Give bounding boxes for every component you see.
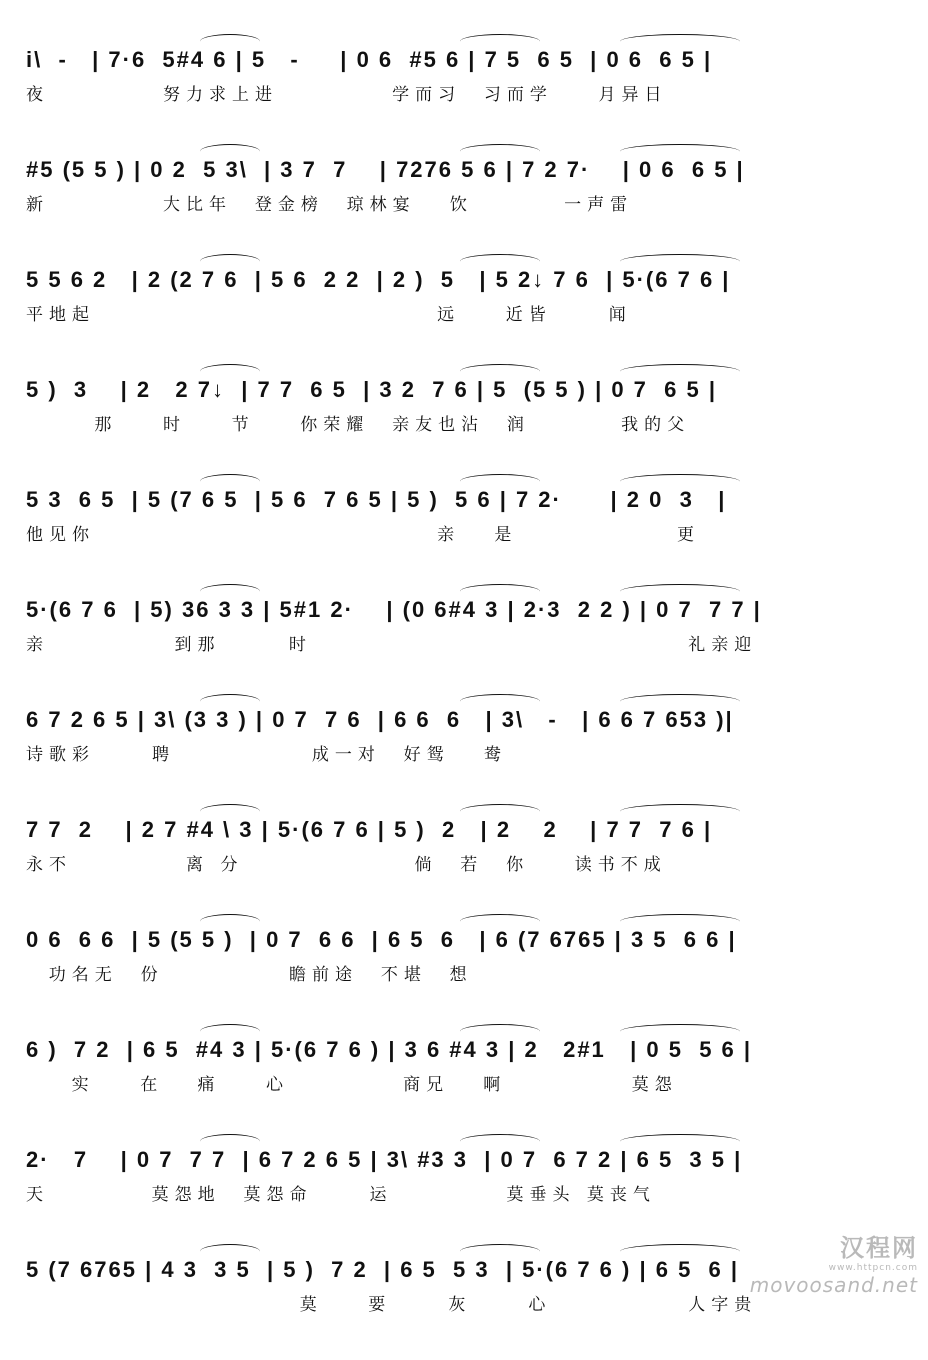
lyrics-line: 他见你 亲 是 更 bbox=[26, 525, 700, 545]
notation-line: 5 (7 6765 | 4 3 3 5 | 5 ) 7 2 | 6 5 5 3 | 5·(6 7 6 ) | 6 5 6 | bbox=[26, 1257, 740, 1282]
watermark-brand: 汉程网 bbox=[840, 1234, 918, 1262]
score-system bbox=[0, 150, 928, 260]
lyrics-line: 平地起 远 近皆 闻 bbox=[26, 305, 632, 325]
notation-line: i\ - | 7·6 5#4 6 | 5 - | 0 6 #5 6 | 7 5 6 5 | 0 6 6 5 | bbox=[26, 47, 713, 72]
slur-mark bbox=[620, 1244, 740, 1259]
slur-mark bbox=[620, 584, 740, 599]
score-system bbox=[0, 920, 928, 1030]
slur-mark bbox=[460, 914, 540, 929]
slur-mark bbox=[460, 364, 540, 379]
notation-line: 0 6 6 6 | 5 (5 5 ) | 0 7 6 6 | 6 5 6 | 6 (7 6765 | 3 5 6 6 | bbox=[26, 927, 737, 952]
lyrics-line: 夜 努力求上进 学而习 习而学 月异日 bbox=[26, 85, 668, 105]
slur-mark bbox=[460, 694, 540, 709]
slur-mark bbox=[620, 1134, 740, 1149]
notation-line: 6 7 2 6 5 | 3\ (3 3 ) | 0 7 7 6 | 6 6 6 | 3\ - | 6 6 7 653 )| bbox=[26, 707, 734, 732]
slur-mark bbox=[200, 1134, 260, 1149]
slur-mark bbox=[460, 1134, 540, 1149]
lyrics-line: 实 在 痛 心 商兄 啊 莫怨 bbox=[26, 1075, 678, 1095]
lyrics-line: 功名无 份 瞻前途 不堪 想 bbox=[26, 965, 473, 985]
lyrics-line: 亲 到那 时 礼亲迎 bbox=[26, 635, 758, 655]
lyrics-line: 新 大比年 登金榜 琼林宴 饮 一声雷 bbox=[26, 195, 634, 215]
lyrics-line: 永不 离 分 倘 若 你 读书不成 bbox=[26, 855, 667, 875]
slur-mark bbox=[620, 364, 740, 379]
lyrics-line: 天 莫怨地 莫怨命 运 莫垂头 莫丧气 bbox=[26, 1185, 656, 1205]
slur-mark bbox=[200, 254, 260, 269]
lyrics-line: 诗歌彩 聘 成一对 好鸳 鸯 bbox=[26, 745, 507, 765]
watermark bbox=[750, 1228, 918, 1297]
slur-mark bbox=[200, 474, 260, 489]
slur-mark bbox=[620, 34, 740, 49]
slur-mark bbox=[620, 254, 740, 269]
notation-line: 5 ) 3 | 2 2 7↓ | 7 7 6 5 | 3 2 7 6 | 5 (5 5 ) | 0 7 6 5 | bbox=[26, 377, 717, 402]
score-system bbox=[0, 700, 928, 810]
slur-mark bbox=[200, 584, 260, 599]
lyrics-line: 莫 要 灰 心 人字贵 bbox=[26, 1295, 758, 1315]
notation-line: 5 3 6 5 | 5 (7 6 5 | 5 6 7 6 5 | 5 ) 5 6 | 7 2· | 2 0 3 | bbox=[26, 487, 727, 512]
slur-mark bbox=[460, 144, 540, 159]
slur-mark bbox=[460, 584, 540, 599]
slur-mark bbox=[460, 34, 540, 49]
score-system bbox=[0, 480, 928, 590]
slur-mark bbox=[460, 1244, 540, 1259]
slur-mark bbox=[200, 694, 260, 709]
slur-mark bbox=[460, 804, 540, 819]
lyrics-line: 那 时 节 你荣耀 亲友也沾 润 我的父 bbox=[26, 415, 691, 435]
slur-mark bbox=[620, 914, 740, 929]
slur-mark bbox=[200, 364, 260, 379]
score-system bbox=[0, 260, 928, 370]
watermark-url: movoosand.net bbox=[749, 1273, 918, 1297]
slur-mark bbox=[200, 1244, 260, 1259]
slur-mark bbox=[200, 914, 260, 929]
score-system bbox=[0, 370, 928, 480]
score-system bbox=[0, 810, 928, 920]
score-system bbox=[0, 40, 928, 150]
watermark-small: www.httpcn.com bbox=[828, 1263, 918, 1273]
slur-mark bbox=[460, 254, 540, 269]
score-system bbox=[0, 590, 928, 700]
notation-line: 5 5 6 2 | 2 (2 7 6 | 5 6 2 2 | 2 ) 5 | 5 2↓ 7 6 | 5·(6 7 6 | bbox=[26, 267, 731, 292]
slur-mark bbox=[620, 144, 740, 159]
slur-mark bbox=[620, 1024, 740, 1039]
slur-mark bbox=[200, 34, 260, 49]
notation-line: 7 7 2 | 2 7 #4 \ 3 | 5·(6 7 6 | 5 ) 2 | 2 2 | 7 7 7 6 | bbox=[26, 817, 713, 842]
notation-line: #5 (5 5 ) | 0 2 5 3\ | 3 7 7 | 7276 5 6 | 7 2 7· | 0 6 6 5 | bbox=[26, 157, 745, 182]
score-system bbox=[0, 1030, 928, 1140]
notation-line: 6 ) 7 2 | 6 5 #4 3 | 5·(6 7 6 ) | 3 6 #4 3 | 2 2#1 | 0 5 5 6 | bbox=[26, 1037, 753, 1062]
notation-line: 5·(6 7 6 | 5) 36 3 3 | 5#1 2· | (0 6#4 3 | 2·3 2 2 ) | 0 7 7 7 | bbox=[26, 597, 762, 622]
slur-mark bbox=[460, 1024, 540, 1039]
slur-mark bbox=[200, 144, 260, 159]
slur-mark bbox=[200, 804, 260, 819]
notation-line: 2· 7 | 0 7 7 7 | 6 7 2 6 5 | 3\ #3 3 | 0 7 6 7 2 | 6 5 3 5 | bbox=[26, 1147, 743, 1172]
slur-mark bbox=[460, 474, 540, 489]
slur-mark bbox=[620, 694, 740, 709]
slur-mark bbox=[620, 804, 740, 819]
slur-mark bbox=[620, 474, 740, 489]
slur-mark bbox=[200, 1024, 260, 1039]
